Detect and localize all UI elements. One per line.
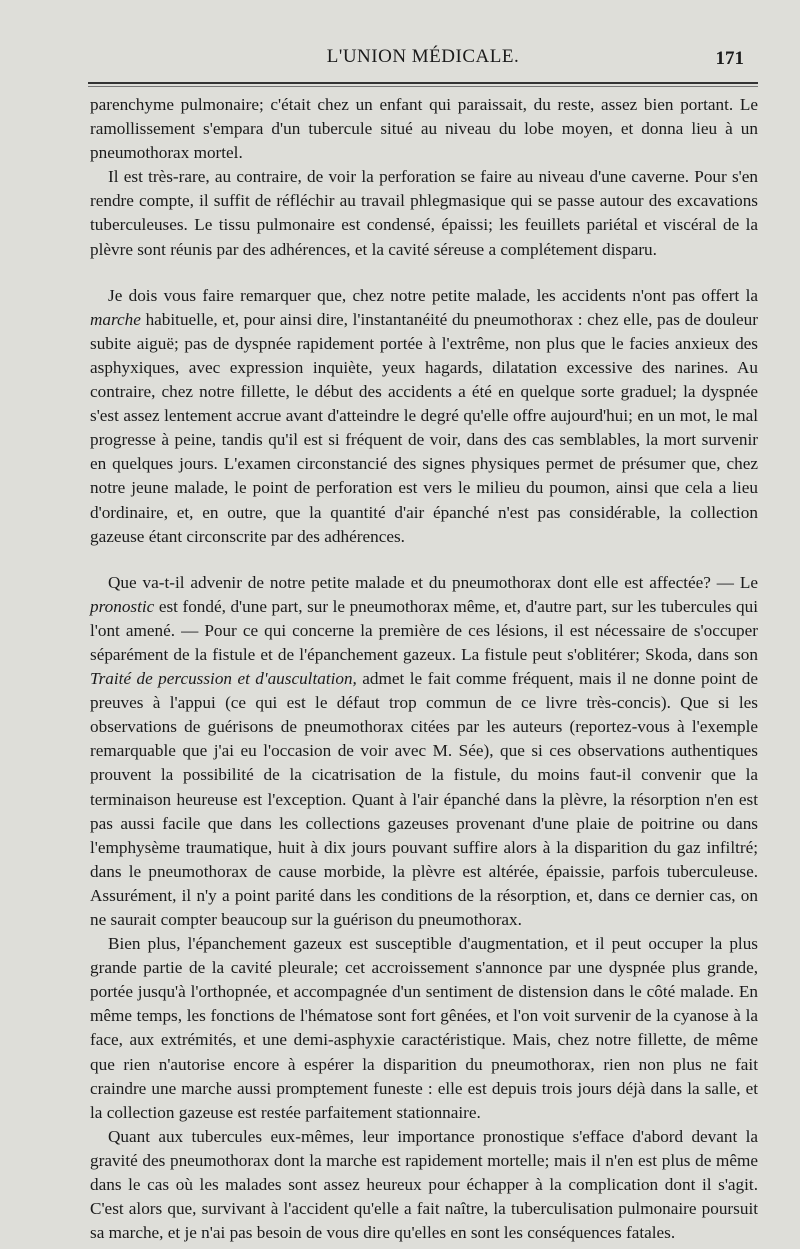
paragraph-3-text-a: Je dois vous faire remarquer que, chez notre petite malade, les accidents n'ont pas offert la	[108, 285, 758, 305]
paragraph-3	[90, 284, 758, 549]
paragraph-3-italic-marche: marche	[90, 309, 141, 329]
header-rule	[88, 82, 758, 84]
page-number: 171	[715, 48, 744, 69]
paragraph-1-text: parenchyme pulmonaire; c'était chez un enfant qui paraissait, du reste, assez bien portant. Le ramollissement s'empara d'un tubercule situé au niveau du lobe moyen, et donna lieu à un pneumothorax mortel.	[90, 95, 758, 163]
paragraph-4-text-c: admet le fait comme fréquent, mais il ne donne point de preuves à l'appui (ce qui est le défaut trop commun de ce livre très-concis). Que si les observations de guérisons de pneumothorax citées par les auteurs (reportez-vous à l'exemple remarquable que j'ai eu l'occasion de voir avec M. Sée), que si ces observations authentiques prouvent la possibilité de la cicatrisation de la fistule, du moins faut-il convenir que la terminaison heureuse est l'exception. Quant à l'air épanché dans la plèvre, la résorption n'en est pas aussi facile que dans les collections gazeuses provenant d'une plaie de poitrine ou dans l'emphysème traumatique, huit à dix jours pouvant suffire alors à la disparition du gaz infiltré; dans le pneumothorax de cause morbide, la plèvre est altérée, épaissie, parfois tuberculeuse. Assurément, il n'y a point parité dans les conditions de la résorption, et, dans ce dernier cas, on ne saurait compter beaucoup sur la guérison du pneumothorax.	[90, 669, 758, 929]
paragraph-6	[90, 1125, 758, 1245]
paragraph-4-italic-pronostic: pronostic	[90, 596, 155, 616]
page-header	[88, 46, 758, 76]
paragraph-3-text-b: habituelle, et, pour ainsi dire, l'instantanéité du pneumothorax : chez elle, pas de douleur subite aiguë; pas de dyspnée rapidement portée à l'extrême, non plus que le facies anxieux des asphyxiques, avec expression inquiète, yeux hagards, dilatation excessive des narines. Au contraire, chez notre fillette, le début des accidents a été en quelque sorte graduel; la dyspnée s'est assez lentement accrue avant d'atteindre le degré qu'elle offre aujourd'hui; en un mot, le mal progresse à peine, tandis qu'il est si fréquent de voir, dans des cas semblables, la mort survenir en quelques jours. L'examen circonstancié des signes physiques permet de présumer que, chez notre jeune malade, le point de perforation est vers le milieu du poumon, ainsi que cela a lieu d'ordinaire, et, en outre, que la quantité d'air épanché n'est pas considérable, la collection gazeuse étant circonscrite par des adhérences.	[90, 309, 758, 546]
paragraph-2	[90, 165, 758, 261]
paragraph-1	[90, 93, 758, 165]
paragraph-4-text-a: Que va-t-il advenir de notre petite malade et du pneumothorax dont elle est affectée? — Le	[108, 572, 758, 592]
paragraph-4-italic-book-title: Traité de percussion et d'auscultation,	[90, 669, 357, 689]
paragraph-5-text: Bien plus, l'épanchement gazeux est susceptible d'augmentation, et il peut occuper la plus grande partie de la cavité pleurale; cet accroissement s'annonce par une dyspnée plus grande, portée jusqu'à l'orthopnée, et accompagnée d'un sentiment de distension dans le côté malade. En même temps, les fonctions de l'hématose sont fort gênées, et l'on voit survenir de la cyanose à la face, aux extrémités, et une demi-asphyxie caractéristique. Mais, chez notre fillette, de même que rien n'autorise encore à espérer la disparition du pneumothorax, rien non plus ne fait craindre une marche aussi promptement funeste : elle est depuis trois jours déjà dans la salle, et la collection gazeuse est restée parfaitement stationnaire.	[90, 934, 758, 1122]
paragraph-6-text: Quant aux tubercules eux-mêmes, leur importance pronostique s'efface d'abord devant la gravité des pneumothorax dont la marche est rapidement mortelle; mais il n'en est plus de même dans le cas où les malades sont assez heureux pour échapper à la complication dont il s'agit. C'est alors que, survivant à l'accident qu'elle a fait naître, la tuberculisation pulmonaire poursuit sa marche, et je n'ai pas besoin de vous dire qu'elles en sont les conséquences fatales.	[90, 1126, 758, 1243]
article-body	[90, 93, 758, 1245]
paragraph-2-text: Il est très-rare, au contraire, de voir la perforation se faire au niveau d'une caverne. Pour s'en rendre compte, il suffit de réfléchir au travail phlegmasique qui se passe autour des excavations tuberculeuses. Le tissu pulmonaire est condensé, épaissi; les feuillets pariétal et viscéral de la plèvre sont réunis par des adhérences, et la cavité séreuse a complétement disparu.	[90, 167, 758, 259]
paragraph-5	[90, 932, 758, 1125]
paragraph-4	[90, 571, 758, 932]
paragraph-4-text-b: est fondé, d'une part, sur le pneumothorax même, et, d'autre part, sur les tubercules qui l'ont amené. — Pour ce qui concerne la première de ces lésions, il est nécessaire de s'occuper séparément de la fistule et de l'épanchement gazeux. La fistule peut s'oblitérer; Skoda, dans son	[90, 596, 758, 664]
running-title: L'UNION MÉDICALE.	[326, 46, 520, 67]
